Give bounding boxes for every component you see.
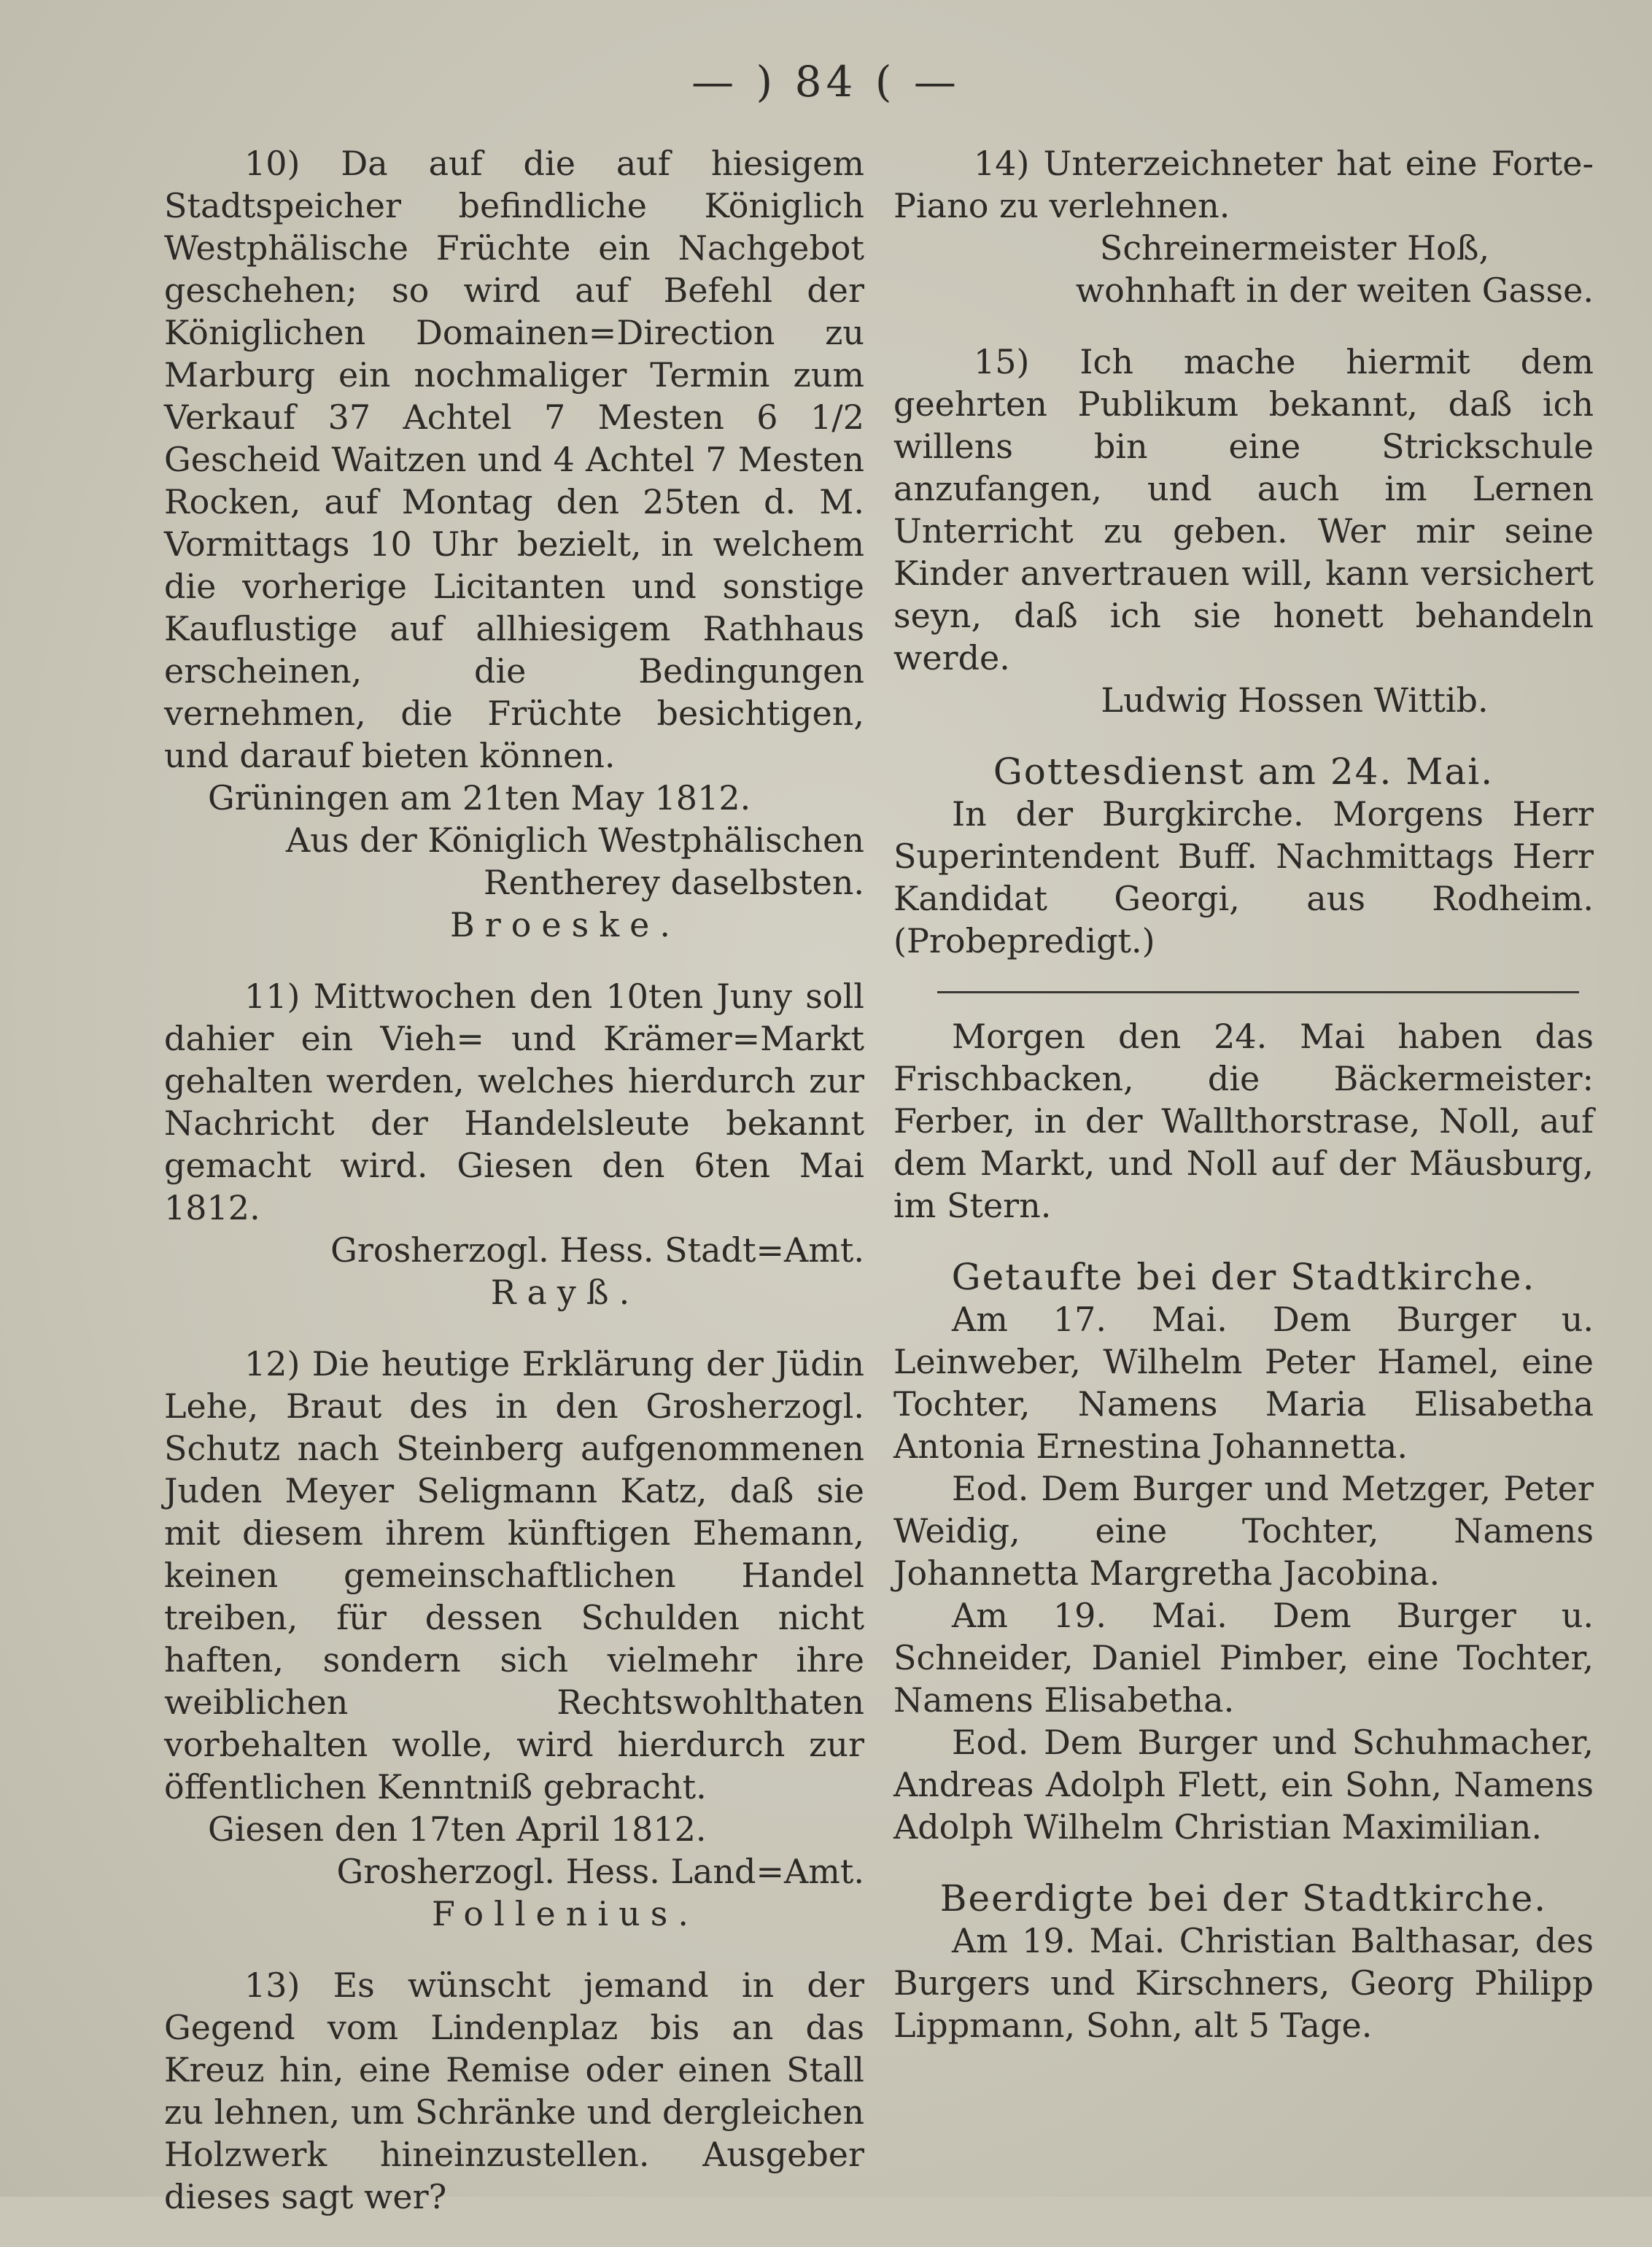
- gottesdienst-text: In der Burgkirche. Morgens Herr Superintendent Buff. Nachmittags Herr Kandidat Georgi, aus Rodheim. (Probepredigt.): [893, 794, 1594, 960]
- notice-12-signature: Follenius.: [432, 1894, 699, 1933]
- beerdigte-item: Am 19. Mai. Christian Balthasar, des Burgers und Kirschners, Georg Philipp Lippmann, Sohn, alt 5 Tage.: [893, 1921, 1594, 2045]
- notice-15-text: 15) Ich mache hiermit dem geehrten Publikum bekannt, daß ich willens bin eine Strickschule anzufangen, und auch im Lernen Unterricht zu geben. Wer mir seine Kinder anvertrauen will, kann versichert seyn, daß ich sie honett behandeln werde.: [893, 342, 1594, 678]
- getaufte-item: Am 19. Mai. Dem Burger u. Schneider, Daniel Pimber, eine Tochter, Namens Elisabetha.: [893, 1596, 1594, 1720]
- notice-14: [893, 142, 1594, 311]
- getaufte-item: Am 17. Mai. Dem Burger u. Leinweber, Wilhelm Peter Hamel, eine Tochter, Namens Maria Elisabetha Antonia Ernestina Johannetta.: [893, 1300, 1594, 1466]
- notice-12-text: 12) Die heutige Erklärung der Jüdin Lehe, Braut des in den Grosherzogl. Schutz nach Steinberg aufgenommenen Juden Meyer Seligmann Katz, daß sie mit diesem ihrem künftigen Ehemann, keinen gemeinschaftlichen Handel treiben, für dessen Schulden nicht haften, sondern sich vielmehr ihre weiblichen Rechtswohlthaten vorbehalten wolle, wird hierdurch zur öffentlichen Kenntniß gebracht.: [164, 1344, 864, 1806]
- notice-15-signature: Ludwig Hossen Wittib.: [1101, 680, 1489, 720]
- gottesdienst-heading: Gottesdienst am 24. Mai.: [993, 750, 1494, 793]
- notice-10-signature: Broeske.: [449, 905, 681, 944]
- backen-text: Morgen den 24. Mai haben das Frischbacken, die Bäckermeister: Ferber, in der Wallthorstrase, Noll, auf dem Markt, und Noll auf der Mäusburg, im Stern.: [893, 1017, 1594, 1225]
- getaufte-item: Eod. Dem Burger und Schuhmacher, Andreas Adolph Flett, ein Sohn, Namens Adolph Wilhelm Christian Maximilian.: [893, 1723, 1594, 1847]
- notice-12: [164, 1343, 864, 1935]
- beerdigte-heading: Beerdigte bei der Stadtkirche.: [939, 1877, 1548, 1920]
- notice-14-text: 14) Unterzeichneter hat eine Forte-Piano zu verlehnen.: [893, 144, 1594, 225]
- notice-10-date: Grüningen am 21ten May 1812.: [208, 778, 751, 818]
- notice-14-signature: Schreinermeister Hoß,: [1099, 228, 1490, 268]
- getaufte-section: [893, 1256, 1594, 1848]
- getaufte-heading: Getaufte bei der Stadtkirche.: [951, 1256, 1536, 1298]
- notice-11-text: 11) Mittwochen den 10ten Juny soll dahier ein Vieh= und Krämer=Markt gehalten werden, welches hierdurch zur Nachricht der Handelsleute bekannt gemacht wird. Giesen den 6ten Mai 1812.: [164, 977, 864, 1227]
- getaufte-item: Eod. Dem Burger und Metzger, Peter Weidig, eine Tochter, Namens Johannetta Margretha Jacobina.: [893, 1469, 1594, 1593]
- notice-10-text: 10) Da auf die auf hiesigem Stadtspeicher befindliche Königlich Westphälische Früchte ein Nachgebot geschehen; so wird auf Befehl der Königlichen Domainen=Direction zu Marburg ein nochmaliger Termin zum Verkauf 37 Achtel 7 Mesten 6 1/2 Gescheid Waitzen und 4 Achtel 7 Mesten Rocken, auf Montag den 25ten d. M. Vormittags 10 Uhr bezielt, in welchem die vorherige Licitanten und sonstige Kauflustige auf allhiesigem Rathhaus erscheinen, die Bedingungen vernehmen, die Früchte besichtigen, und darauf bieten können.: [164, 144, 864, 775]
- section-divider: [937, 991, 1579, 993]
- notice-12-date: Giesen den 17ten April 1812.: [208, 1809, 707, 1849]
- notice-13-text: 13) Es wünscht jemand in der Gegend vom Lindenplaz bis an das Kreuz hin, eine Remise oder einen Stall zu lehnen, um Schränke und dergleichen Holzwerk hineinzustellen. Ausgeber dieses sagt wer?: [164, 1965, 864, 2216]
- page-number: — ) 84 ( —: [691, 57, 961, 106]
- notice-10: [164, 142, 864, 946]
- notice-10-issuer: Aus der Königlich Westphälischen Rentherey daselbsten.: [285, 820, 864, 902]
- notice-11-signature: Rayß.: [490, 1273, 640, 1312]
- notice-14-address: wohnhaft in der weiten Gasse.: [1075, 271, 1594, 310]
- notice-13: [164, 1964, 864, 2218]
- right-column: [893, 142, 1594, 2076]
- notice-15: [893, 341, 1594, 721]
- beerdigte-section: [893, 1877, 1594, 2046]
- gottesdienst-section: [893, 750, 1594, 962]
- notice-11: [164, 975, 864, 1313]
- backen-section: [893, 1015, 1594, 1227]
- notice-12-issuer: Grosherzogl. Hess. Land=Amt.: [336, 1852, 864, 1891]
- notice-11-issuer: Grosherzogl. Hess. Stadt=Amt.: [330, 1230, 864, 1270]
- left-column: [164, 142, 864, 2247]
